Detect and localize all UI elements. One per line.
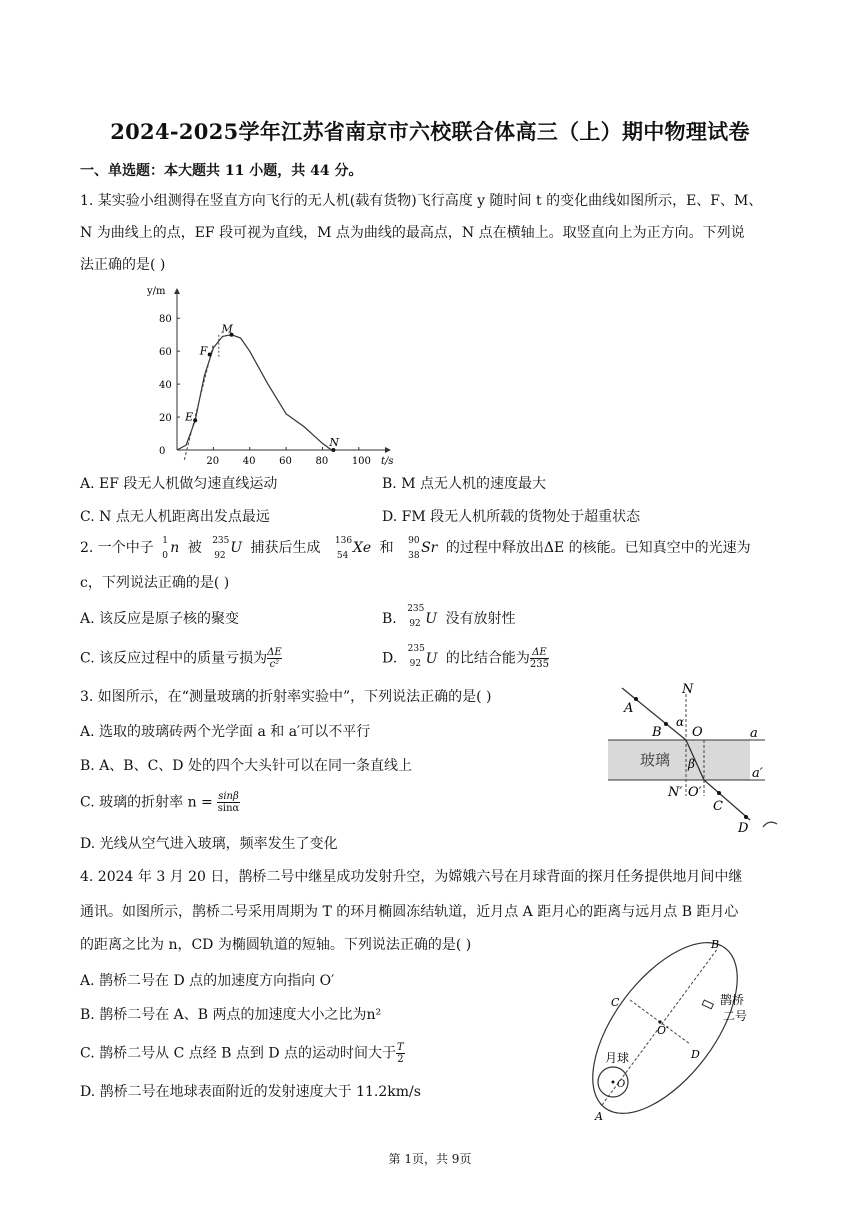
y-tick-label: 60 [159, 347, 172, 359]
q3-option-d[interactable]: D. 光线从空气进入玻璃，频率发生了变化 [80, 836, 338, 852]
x-tick-label: 40 [242, 456, 256, 467]
label-d: D [738, 821, 749, 836]
label-surface-a: a [750, 726, 758, 741]
pin-b [664, 722, 668, 726]
y-tick-label: 40 [159, 380, 172, 392]
y-axis-arrow [174, 288, 180, 294]
x-tick-label: 80 [315, 456, 329, 467]
q1-option-c[interactable]: C. N 点无人机距离出发点最远 [80, 509, 270, 525]
page-title: 2024-2025学年江苏省南京市六校联合体高三（上）期中物理试卷 [110, 119, 750, 144]
label-satellite-1: 鹊桥 [720, 993, 745, 1007]
eye-icon [763, 822, 777, 827]
q1-line-2: N 为曲线上的点，EF 段可视为直线，M 点为曲线的最高点，N 点在横轴上。取竖直向上为正方向。下列说 [80, 225, 745, 241]
q4-option-b[interactable]: B. 鹊桥二号在 A、B 两点的加速度大小之比为n² [80, 1007, 382, 1023]
label-a: A [595, 1110, 603, 1123]
q2-option-a[interactable]: A. 该反应是原子核的聚变 [80, 611, 240, 627]
q2-text-2: 被 [187, 540, 202, 556]
label-o: O [692, 725, 703, 740]
q3-refraction-diagram [600, 680, 785, 835]
q1-option-d[interactable]: D. FM 段无人机所载的货物处于超重状态 [382, 509, 641, 525]
point-label-e: E [185, 410, 194, 424]
label-moon: 月球 [605, 1051, 630, 1065]
q2-line-1 [80, 536, 751, 561]
pin-c [717, 791, 721, 795]
emergent-ray [704, 780, 750, 820]
label-c: C [611, 996, 620, 1009]
label-c: C [713, 799, 723, 814]
q4-line-1: 4. 2024 年 3 月 20 日，鹊桥二号中继星成功发射升空，为嫦娥六号在月球背面的探月任务提供地月间中继 [80, 869, 743, 885]
label-surface-a-prime: a′ [752, 766, 763, 781]
q4-option-d[interactable]: D. 鹊桥二号在地球表面附近的发射速度大于 11.2km/s [80, 1084, 421, 1100]
label-satellite-2: 二号 [723, 1009, 748, 1023]
label-b: B [652, 725, 662, 740]
q1-option-b[interactable]: B. M 点无人机的速度最大 [382, 476, 546, 492]
label-beta: β [688, 757, 695, 771]
section-heading: 一、单选题：本大题共 11 小题，共 44 分。 [80, 163, 363, 179]
point-label-m: M [221, 322, 233, 336]
label-o-prime: O′ [688, 785, 702, 800]
q4-line-2: 通讯。如图所示，鹊桥二号采用周期为 T 的环月椭圆冻结轨道，近月点 A 距月心的距离与远月点 B 距月心 [80, 904, 739, 920]
point-f [208, 352, 212, 356]
q2-line-2: c，下列说法正确的是( ) [80, 575, 230, 591]
nuclide-uranium-d: 235 92 U [407, 643, 438, 669]
q2-option-c[interactable]: C. 该反应过程中的质量亏损为 $\frac{\Delta E}{\text{c²}}$ [80, 647, 282, 670]
nuclide-uranium: 235 92 U [212, 536, 243, 561]
q1-line-3: 法正确的是( ) [80, 257, 166, 273]
q2-option-b[interactable]: B. 235 92 U 没有放射性 [382, 604, 516, 629]
q3-option-c[interactable]: C. 玻璃的折射率 n = $\frac{\sin\beta}{\sin\alpha}$ [80, 791, 240, 814]
y-axis-label: y/m [147, 286, 166, 297]
q3-option-a[interactable]: A. 选取的玻璃砖两个光学面 a 和 a′可以不平行 [80, 724, 371, 740]
q4-option-c[interactable]: C. 鹊桥二号从 C 点经 B 点到 D 点的运动时间大于 $\frac{T}{2}$ [80, 1042, 404, 1065]
glass-block [608, 740, 750, 780]
x-tick-label: 60 [279, 456, 292, 467]
x-tick-label: 20 [206, 456, 220, 467]
q2-text-5: 的过程中释放出ΔE 的核能。已知真空中的光速为 [445, 540, 751, 556]
pin-d [744, 815, 748, 819]
q2-text-1: 2. 一个中子 [80, 540, 154, 556]
satellite-icon [702, 1000, 713, 1009]
q2-option-d[interactable]: D. 235 92 U 的比结合能为 $\frac{\Delta E}{235}$ [382, 643, 549, 670]
nuclide-uranium-b: 235 92 U [407, 604, 438, 629]
q2-text-3: 捕获后生成 [250, 540, 321, 556]
label-alpha: α [676, 715, 685, 729]
label-o-prime: O′ [657, 1024, 669, 1037]
q3-option-b[interactable]: B. A、B、C、D 处的四个大头针可以在同一条直线上 [80, 758, 412, 774]
page-footer: 第 1页，共 9页 [388, 1152, 472, 1166]
label-d: D [691, 1048, 700, 1061]
nuclide-neutron: 1 0 n [162, 536, 180, 561]
y-tick-label: 20 [159, 413, 172, 425]
x-axis-label: t/s [381, 456, 394, 467]
moon-center [612, 1081, 615, 1084]
q2-text-4: 和 [379, 540, 394, 556]
point-label-n: N [329, 436, 339, 449]
x-tick-label: 100 [351, 456, 371, 467]
point-label-f: F [199, 344, 208, 358]
nuclide-xenon: 136 54 Xe [334, 536, 372, 561]
q4-orbit-diagram [585, 930, 765, 1130]
label-a: A [624, 701, 634, 716]
q1-option-a[interactable]: A. EF 段无人机做匀速直线运动 [80, 476, 278, 492]
label-b: B [711, 938, 720, 951]
q1-height-time-chart [140, 286, 394, 467]
q1-line-1: 1. 某实验小组测得在竖直方向飞行的无人机(载有货物)飞行高度 y 随时间 t 的变化曲线如图所示，E、F、M、 [80, 193, 763, 209]
y-tick-label: 0 [159, 446, 166, 457]
label-n-prime: N′ [668, 785, 683, 800]
point-e [193, 418, 197, 422]
q3-stem: 3. 如图所示，在“测量玻璃的折射率实验中”，下列说法正确的是( ) [80, 689, 492, 705]
label-n: N [682, 682, 694, 697]
label-o: O [617, 1079, 626, 1090]
nuclide-strontium: 90 38 Sr [408, 536, 438, 561]
x-axis-arrow [385, 447, 391, 453]
y-tick-label: 80 [159, 314, 172, 326]
pin-a [634, 697, 638, 701]
q4-line-3: 的距离之比为 n，CD 为椭圆轨道的短轴。下列说法正确的是( ) [80, 937, 472, 953]
q4-option-a[interactable]: A. 鹊桥二号在 D 点的加速度方向指向 O′ [80, 973, 335, 989]
label-glass: 玻璃 [640, 751, 671, 769]
